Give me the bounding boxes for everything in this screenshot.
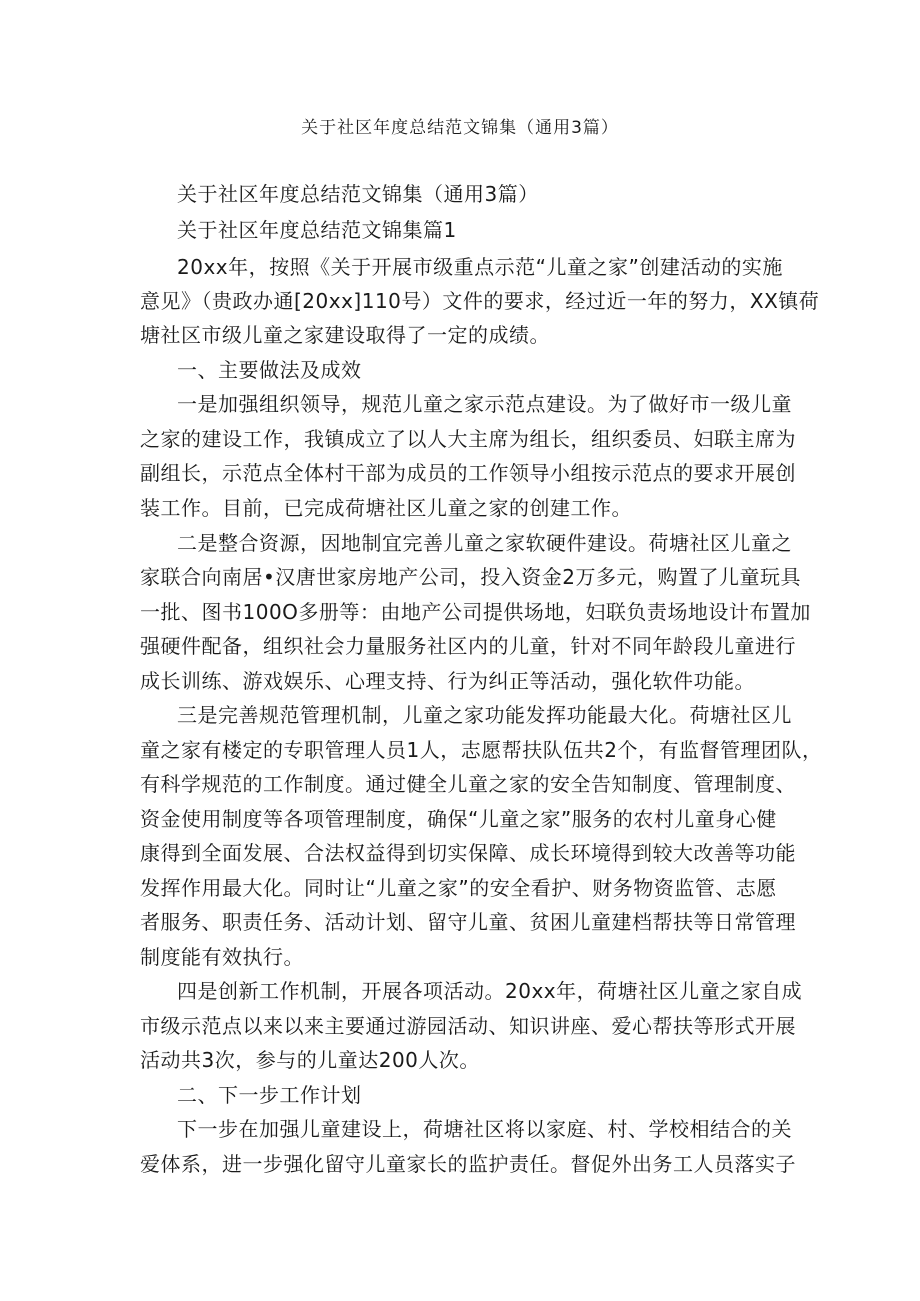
text-line: 关于社区年度总结范文锦集（通用3篇）	[177, 182, 539, 206]
text-line: 康得到全面发展、合法权益得到切实保障、成长环境得到较大改善等功能	[140, 841, 796, 865]
document-title: 关于社区年度总结范文锦集（通用3篇）	[301, 118, 619, 138]
text-line: 爱体系，进一步强化留守儿童家长的监护责任。督促外出务工人员落实子	[140, 1152, 796, 1176]
text-line: 发挥作用最大化。同时让“儿童之家”的安全看护、财务物资监管、志愿	[140, 876, 777, 900]
text-line: 一、主要做法及成效	[177, 358, 362, 382]
text-line: 关于社区年度总结范文锦集篇1	[177, 218, 457, 242]
text-line: 下一步在加强儿童建设上，荷塘社区将以家庭、村、学校相结合的关	[177, 1117, 792, 1141]
text-line: 二是整合资源，因地制宜完善儿童之家软硬件建设。荷塘社区儿童之	[177, 531, 792, 555]
text-line: 三是完善规范管理机制，儿童之家功能发挥功能最大化。荷塘社区儿	[177, 703, 792, 727]
text-line: 一批、图书100O多册等：由地产公司提供场地，妇联负责场地设计布置加	[140, 600, 811, 624]
text-line: 童之家有楼定的专职管理人员1人，志愿帮扶队伍共2个，有监督管理团队，	[140, 738, 823, 762]
text-line: 强硬件配备，组织社会力量服务社区内的儿童，针对不同年龄段儿童进行	[140, 634, 796, 658]
text-line: 资金使用制度等各项管理制度，确保“儿童之家”服务的农村儿童身心健	[140, 807, 777, 831]
text-line: 者服务、职责任务、活动计划、留守儿童、贫困儿童建档帮扶等日常管理	[140, 910, 796, 934]
text-line: 副组长，示范点全体村干部为成员的工作领导小组按示范点的要求开展创	[140, 461, 796, 485]
text-line: 二、下一步工作计划	[177, 1083, 362, 1107]
text-line: 装工作。目前，已完成荷塘社区儿童之家的创建工作。	[140, 496, 632, 520]
text-line: 市级示范点以来以来主要通过游园活动、知识讲座、爱心帮扶等形式开展	[140, 1014, 796, 1038]
text-line: 之家的建设工作，我镇成立了以人大主席为组长，组织委员、妇联主席为	[140, 427, 796, 451]
text-line: 家联合向南居•汉唐世家房地产公司，投入资金2万多元，购置了儿童玩具	[140, 565, 802, 589]
text-line: 有科学规范的工作制度。通过健全儿童之家的安全告知制度、管理制度、	[140, 772, 796, 796]
text-line: 塘社区市级儿童之家建设取得了一定的成绩。	[140, 323, 550, 347]
text-line: 意见》（贵政办通[20xx]110号）文件的要求，经过近一年的努力，XX镇荷	[140, 289, 820, 313]
text-line: 20xx年，按照《关于开展市级重点示范“儿童之家”创建活动的实施	[177, 255, 783, 279]
text-line: 成长训练、游戏娱乐、心理支持、行为纠正等活动，强化软件功能。	[140, 669, 755, 693]
text-line: 制度能有效执行。	[140, 945, 304, 969]
text-line: 一是加强组织领导，规范儿童之家示范点建设。为了做好市一级儿童	[177, 392, 792, 416]
text-line: 四是创新工作机制，开展各项活动。20xx年，荷塘社区儿童之家自成	[177, 979, 803, 1003]
text-line: 活动共3次，参与的儿童达200人次。	[140, 1048, 480, 1072]
